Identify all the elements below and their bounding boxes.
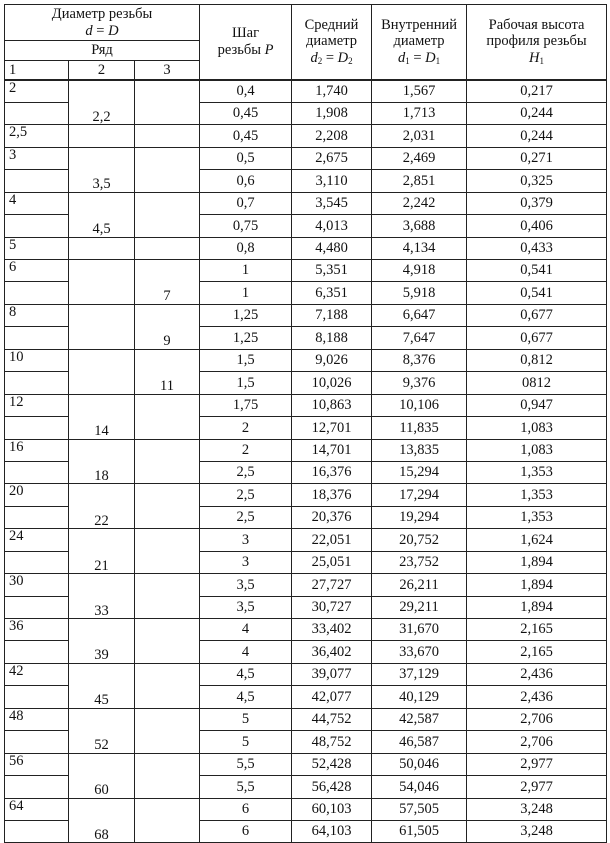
mean-diameter-cell: 25,051: [292, 551, 372, 573]
inner-diameter-cell: 17,294: [372, 484, 467, 506]
inner-diameter-cell: 4,134: [372, 237, 467, 259]
series3-cell: [135, 80, 200, 103]
mean-diameter-cell: 52,428: [292, 753, 372, 775]
series2-cell: [69, 394, 135, 416]
table-row: [5, 506, 607, 528]
series2-cell: 52: [69, 731, 135, 753]
series2-cell: 3,5: [69, 170, 135, 192]
header-series-2: 2: [69, 61, 135, 80]
series1-cell: 2: [5, 80, 69, 103]
working-height-cell: 1,083: [467, 439, 607, 461]
header-working-height: [467, 5, 607, 80]
series1-cell: 2,5: [5, 125, 69, 147]
working-height-cell: 2,977: [467, 753, 607, 775]
series1-cell: [5, 282, 69, 304]
series1-cell: [5, 596, 69, 618]
series1-cell: [5, 170, 69, 192]
series1-cell: 24: [5, 529, 69, 551]
pitch-cell: 0,75: [200, 215, 292, 237]
inner-diameter-cell: 42,587: [372, 708, 467, 730]
table-row: [5, 372, 607, 394]
table-row: [5, 663, 607, 685]
series1-cell: [5, 551, 69, 573]
series1-cell: 8: [5, 304, 69, 326]
series2-cell: [69, 125, 135, 147]
series3-cell: [135, 439, 200, 461]
working-height-cell: 2,436: [467, 663, 607, 685]
inner-diameter-cell: 9,376: [372, 372, 467, 394]
table-row: [5, 282, 607, 304]
inner-diameter-cell: 37,129: [372, 663, 467, 685]
series1-cell: 6: [5, 260, 69, 282]
series1-cell: [5, 372, 69, 394]
series3-cell: 9: [135, 327, 200, 349]
series3-cell: 11: [135, 372, 200, 394]
series1-cell: [5, 417, 69, 439]
series3-cell: [135, 776, 200, 798]
pitch-cell: 3: [200, 529, 292, 551]
series2-cell: [69, 80, 135, 103]
series2-cell: [69, 147, 135, 169]
inner-diameter-cell: 61,505: [372, 820, 467, 842]
series3-cell: [135, 506, 200, 528]
series2-cell: [69, 798, 135, 820]
series3-cell: [135, 125, 200, 147]
header-diameter-line2: d = D: [85, 22, 119, 39]
table-row: [5, 102, 607, 124]
table-row: [5, 237, 607, 259]
table-row: [5, 439, 607, 461]
table-row: [5, 641, 607, 663]
mean-diameter-cell: 22,051: [292, 529, 372, 551]
table-row: [5, 574, 607, 596]
series2-cell: [69, 372, 135, 394]
inner-diameter-cell: 54,046: [372, 776, 467, 798]
header-pitch: [200, 5, 292, 80]
mean-diameter-cell: 48,752: [292, 731, 372, 753]
series2-cell: [69, 439, 135, 461]
series3-cell: [135, 192, 200, 214]
pitch-cell: 1,5: [200, 372, 292, 394]
working-height-cell: 1,624: [467, 529, 607, 551]
pitch-cell: 0,45: [200, 102, 292, 124]
mean-diameter-cell: 14,701: [292, 439, 372, 461]
pitch-cell: 5,5: [200, 753, 292, 775]
series2-cell: 4,5: [69, 215, 135, 237]
mean-diameter-cell: 2,675: [292, 147, 372, 169]
working-height-cell: 2,165: [467, 619, 607, 641]
series2-cell: 21: [69, 551, 135, 573]
working-height-cell: 0,271: [467, 147, 607, 169]
mean-diameter-cell: 8,188: [292, 327, 372, 349]
mean-diameter-cell: 56,428: [292, 776, 372, 798]
header-inner-line1: Внутренний: [381, 16, 457, 33]
table-row: [5, 619, 607, 641]
mean-diameter-cell: 39,077: [292, 663, 372, 685]
working-height-cell: 1,894: [467, 596, 607, 618]
working-height-cell: 1,894: [467, 574, 607, 596]
series3-cell: [135, 170, 200, 192]
working-height-cell: 0,406: [467, 215, 607, 237]
inner-diameter-cell: 3,688: [372, 215, 467, 237]
series3-cell: [135, 237, 200, 259]
table-row: [5, 170, 607, 192]
table-row: [5, 798, 607, 820]
series3-cell: [135, 529, 200, 551]
series1-cell: [5, 506, 69, 528]
working-height-cell: 2,165: [467, 641, 607, 663]
series3-cell: [135, 686, 200, 708]
series2-cell: 39: [69, 641, 135, 663]
table-row: [5, 461, 607, 483]
mean-diameter-cell: 4,480: [292, 237, 372, 259]
series3-cell: [135, 753, 200, 775]
working-height-cell: 1,353: [467, 461, 607, 483]
table-row: [5, 776, 607, 798]
pitch-cell: 2: [200, 439, 292, 461]
series1-cell: 5: [5, 237, 69, 259]
inner-diameter-cell: 20,752: [372, 529, 467, 551]
series2-cell: 14: [69, 417, 135, 439]
series1-cell: 20: [5, 484, 69, 506]
inner-diameter-cell: 2,031: [372, 125, 467, 147]
series2-cell: [69, 753, 135, 775]
pitch-cell: 2,5: [200, 461, 292, 483]
mean-diameter-cell: 16,376: [292, 461, 372, 483]
table-row: [5, 304, 607, 326]
pitch-cell: 3,5: [200, 574, 292, 596]
series2-cell: [69, 192, 135, 214]
table-row: [5, 327, 607, 349]
working-height-cell: 0,812: [467, 349, 607, 371]
mean-diameter-cell: 1,740: [292, 80, 372, 103]
pitch-cell: 0,6: [200, 170, 292, 192]
pitch-cell: 1,5: [200, 349, 292, 371]
series2-cell: [69, 484, 135, 506]
mean-diameter-cell: 6,351: [292, 282, 372, 304]
inner-diameter-cell: 4,918: [372, 260, 467, 282]
mean-diameter-cell: 9,026: [292, 349, 372, 371]
table-row: [5, 820, 607, 842]
series1-cell: 12: [5, 394, 69, 416]
inner-diameter-cell: 29,211: [372, 596, 467, 618]
pitch-cell: 2,5: [200, 484, 292, 506]
series2-cell: 60: [69, 776, 135, 798]
header-mean-line1: Средний: [304, 16, 359, 33]
series1-cell: 3: [5, 147, 69, 169]
inner-diameter-cell: 8,376: [372, 349, 467, 371]
series1-cell: [5, 686, 69, 708]
header-series-1: 1: [5, 61, 69, 80]
series2-cell: 22: [69, 506, 135, 528]
series2-cell: [69, 282, 135, 304]
series3-cell: 7: [135, 282, 200, 304]
pitch-cell: 4,5: [200, 686, 292, 708]
series2-cell: [69, 619, 135, 641]
series3-cell: [135, 596, 200, 618]
inner-diameter-cell: 7,647: [372, 327, 467, 349]
inner-diameter-cell: 50,046: [372, 753, 467, 775]
working-height-cell: 0812: [467, 372, 607, 394]
pitch-cell: 0,8: [200, 237, 292, 259]
mean-diameter-cell: 5,351: [292, 260, 372, 282]
mean-diameter-cell: 3,545: [292, 192, 372, 214]
mean-diameter-cell: 33,402: [292, 619, 372, 641]
inner-diameter-cell: 40,129: [372, 686, 467, 708]
series2-cell: 18: [69, 461, 135, 483]
series1-cell: 64: [5, 798, 69, 820]
pitch-cell: 0,7: [200, 192, 292, 214]
working-height-cell: 0,379: [467, 192, 607, 214]
working-height-cell: 2,706: [467, 708, 607, 730]
pitch-cell: 3: [200, 551, 292, 573]
series3-cell: [135, 349, 200, 371]
mean-diameter-cell: 42,077: [292, 686, 372, 708]
series3-cell: [135, 304, 200, 326]
inner-diameter-cell: 46,587: [372, 731, 467, 753]
series1-cell: 16: [5, 439, 69, 461]
series3-cell: [135, 619, 200, 641]
table-row: [5, 147, 607, 169]
header-inner-formula: $d_1 = D_1$: [397, 50, 441, 67]
series3-cell: [135, 102, 200, 124]
series3-cell: [135, 798, 200, 820]
table-row: [5, 80, 607, 103]
table-row: [5, 260, 607, 282]
series3-cell: [135, 260, 200, 282]
series3-cell: [135, 147, 200, 169]
mean-diameter-cell: 3,110: [292, 170, 372, 192]
series2-cell: [69, 327, 135, 349]
header-diameter-line1: Диаметр резьбы: [51, 5, 153, 22]
inner-diameter-cell: 11,835: [372, 417, 467, 439]
series1-cell: 56: [5, 753, 69, 775]
working-height-cell: 0,541: [467, 282, 607, 304]
table-row: [5, 484, 607, 506]
header-pitch-line1: Шаг: [232, 25, 260, 42]
inner-diameter-cell: 15,294: [372, 461, 467, 483]
header-pitch-line2: резьбы P: [217, 41, 274, 58]
mean-diameter-cell: 1,908: [292, 102, 372, 124]
inner-diameter-cell: 2,851: [372, 170, 467, 192]
series3-cell: [135, 484, 200, 506]
pitch-cell: 2: [200, 417, 292, 439]
series1-cell: 42: [5, 663, 69, 685]
inner-diameter-cell: 1,713: [372, 102, 467, 124]
series2-cell: [69, 708, 135, 730]
mean-diameter-cell: 64,103: [292, 820, 372, 842]
header-series-3: 3: [135, 61, 200, 80]
mean-diameter-cell: 4,013: [292, 215, 372, 237]
pitch-cell: 3,5: [200, 596, 292, 618]
mean-diameter-cell: 10,863: [292, 394, 372, 416]
series1-cell: [5, 731, 69, 753]
working-height-cell: 1,353: [467, 484, 607, 506]
pitch-cell: 1,25: [200, 304, 292, 326]
pitch-cell: 6: [200, 798, 292, 820]
pitch-cell: 2,5: [200, 506, 292, 528]
working-height-cell: 1,353: [467, 506, 607, 528]
header-mean-diameter: [292, 5, 372, 80]
table-row: [5, 686, 607, 708]
series1-cell: [5, 461, 69, 483]
series2-cell: [69, 237, 135, 259]
inner-diameter-cell: 57,505: [372, 798, 467, 820]
mean-diameter-cell: 7,188: [292, 304, 372, 326]
series2-cell: [69, 663, 135, 685]
series2-cell: [69, 304, 135, 326]
mean-diameter-cell: 20,376: [292, 506, 372, 528]
inner-diameter-cell: 5,918: [372, 282, 467, 304]
table-row: [5, 753, 607, 775]
table-row: [5, 125, 607, 147]
pitch-cell: 5: [200, 708, 292, 730]
series3-cell: [135, 394, 200, 416]
table-row: [5, 215, 607, 237]
series1-cell: [5, 327, 69, 349]
inner-diameter-cell: 2,242: [372, 192, 467, 214]
pitch-cell: 0,4: [200, 80, 292, 103]
pitch-cell: 4: [200, 641, 292, 663]
working-height-cell: 1,083: [467, 417, 607, 439]
working-height-cell: 0,325: [467, 170, 607, 192]
series1-cell: [5, 215, 69, 237]
series2-cell: 33: [69, 596, 135, 618]
header-mean-formula: $d_2 = D_2$: [310, 50, 353, 67]
series2-cell: [69, 349, 135, 371]
working-height-cell: 0,217: [467, 80, 607, 103]
mean-diameter-cell: 2,208: [292, 125, 372, 147]
series3-cell: [135, 551, 200, 573]
pitch-cell: 0,5: [200, 147, 292, 169]
inner-diameter-cell: 6,647: [372, 304, 467, 326]
working-height-cell: 0,947: [467, 394, 607, 416]
table-row: [5, 596, 607, 618]
pitch-cell: 4: [200, 619, 292, 641]
series2-cell: 45: [69, 686, 135, 708]
working-height-cell: 3,248: [467, 820, 607, 842]
pitch-cell: 1: [200, 260, 292, 282]
mean-diameter-cell: 44,752: [292, 708, 372, 730]
working-height-cell: 0,541: [467, 260, 607, 282]
series2-cell: [69, 574, 135, 596]
working-height-cell: 2,706: [467, 731, 607, 753]
series3-cell: [135, 574, 200, 596]
inner-diameter-cell: 31,670: [372, 619, 467, 641]
inner-diameter-cell: 26,211: [372, 574, 467, 596]
series3-cell: [135, 731, 200, 753]
table-row: [5, 349, 607, 371]
pitch-cell: 1,75: [200, 394, 292, 416]
working-height-cell: 0,244: [467, 102, 607, 124]
working-height-cell: 2,436: [467, 686, 607, 708]
series3-cell: [135, 215, 200, 237]
working-height-cell: 0,677: [467, 327, 607, 349]
series3-cell: [135, 641, 200, 663]
series2-cell: [69, 529, 135, 551]
series2-cell: 2,2: [69, 102, 135, 124]
series3-cell: [135, 708, 200, 730]
table-row: [5, 529, 607, 551]
series2-cell: 68: [69, 820, 135, 842]
series1-cell: [5, 776, 69, 798]
mean-diameter-cell: 27,727: [292, 574, 372, 596]
working-height-cell: 0,244: [467, 125, 607, 147]
header-height-line2: профиля резьбы: [486, 33, 587, 50]
table-row: [5, 551, 607, 573]
header-row-label: Ряд: [5, 41, 200, 61]
series1-cell: 48: [5, 708, 69, 730]
table-header: [5, 5, 607, 80]
inner-diameter-cell: 23,752: [372, 551, 467, 573]
header-mean-line2: диаметр: [306, 33, 357, 50]
mean-diameter-cell: 30,727: [292, 596, 372, 618]
table-row: [5, 731, 607, 753]
working-height-cell: 3,248: [467, 798, 607, 820]
series3-cell: [135, 461, 200, 483]
series2-cell: [69, 260, 135, 282]
series1-cell: 4: [5, 192, 69, 214]
table-row: [5, 708, 607, 730]
mean-diameter-cell: 10,026: [292, 372, 372, 394]
mean-diameter-cell: 18,376: [292, 484, 372, 506]
pitch-cell: 6: [200, 820, 292, 842]
inner-diameter-cell: 1,567: [372, 80, 467, 103]
pitch-cell: 1: [200, 282, 292, 304]
table-row: [5, 417, 607, 439]
inner-diameter-cell: 13,835: [372, 439, 467, 461]
series1-cell: [5, 820, 69, 842]
table-body: [5, 80, 607, 843]
pitch-cell: 5: [200, 731, 292, 753]
table-row: [5, 192, 607, 214]
header-diameter: [5, 5, 200, 41]
working-height-cell: 1,894: [467, 551, 607, 573]
series3-cell: [135, 417, 200, 439]
mean-diameter-cell: 36,402: [292, 641, 372, 663]
pitch-cell: 4,5: [200, 663, 292, 685]
mean-diameter-cell: 60,103: [292, 798, 372, 820]
mean-diameter-cell: 12,701: [292, 417, 372, 439]
series1-cell: 10: [5, 349, 69, 371]
inner-diameter-cell: 10,106: [372, 394, 467, 416]
working-height-cell: 0,433: [467, 237, 607, 259]
pitch-cell: 5,5: [200, 776, 292, 798]
header-inner-diameter: [372, 5, 467, 80]
series1-cell: 36: [5, 619, 69, 641]
series3-cell: [135, 820, 200, 842]
series1-cell: 30: [5, 574, 69, 596]
series1-cell: [5, 102, 69, 124]
header-inner-line2: диаметр: [393, 33, 445, 50]
pitch-cell: 0,45: [200, 125, 292, 147]
pitch-cell: 1,25: [200, 327, 292, 349]
thread-table: [4, 4, 607, 843]
inner-diameter-cell: 19,294: [372, 506, 467, 528]
header-height-line1: Рабочая высота: [488, 16, 585, 33]
table-row: [5, 394, 607, 416]
series3-cell: [135, 663, 200, 685]
header-height-formula: $H_1$: [529, 50, 545, 67]
working-height-cell: 0,677: [467, 304, 607, 326]
working-height-cell: 2,977: [467, 776, 607, 798]
inner-diameter-cell: 2,469: [372, 147, 467, 169]
series1-cell: [5, 641, 69, 663]
inner-diameter-cell: 33,670: [372, 641, 467, 663]
